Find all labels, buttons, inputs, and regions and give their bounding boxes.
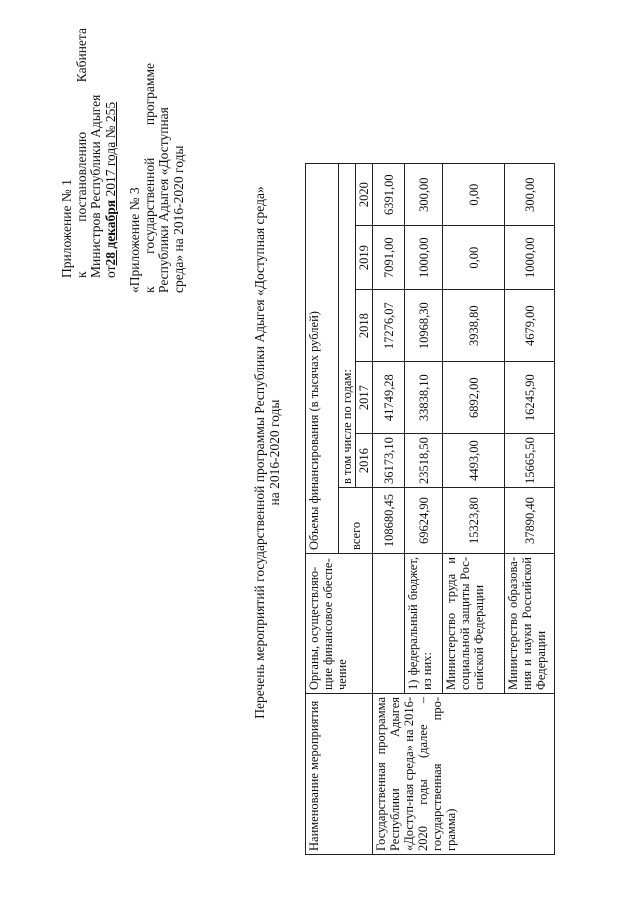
appendix-1-date-prefix: от <box>102 265 118 278</box>
header-by-years: в том числе по годам: <box>339 164 356 488</box>
appendix-3-line-4: среда» на 2016-2020 годы <box>170 145 186 293</box>
year-value-cell: 17276,07 <box>373 290 405 362</box>
appendix-1-line-2-mid: постановлению <box>73 131 89 222</box>
title-line-1: Перечень мероприятий государственной программы Республики Адыгея «Доступная среда» <box>252 186 267 719</box>
appendix-3-line-2-right: программе <box>141 63 157 126</box>
year-value-cell: 0,00 <box>443 226 505 290</box>
appendix-1-line-2-right: Кабинета <box>73 28 89 83</box>
appendix-1-line-3: Министров Республики Адыгея <box>88 94 103 278</box>
year-value-cell: 6892,00 <box>443 362 505 434</box>
appendix-1-number: 255 <box>102 101 118 126</box>
funding-table <box>305 163 555 855</box>
year-value-cell: 23518,50 <box>405 434 443 488</box>
appendix-3-header <box>128 63 186 293</box>
appendix-1-line-2-left: к <box>73 271 89 278</box>
year-value-cell: 15665,50 <box>505 434 555 488</box>
total-cell: 108680,45 <box>373 488 405 554</box>
header-total: всего <box>339 488 373 554</box>
year-value-cell: 0,00 <box>443 164 505 226</box>
appendix-1-header <box>60 28 118 278</box>
year-value-cell: 300,00 <box>505 164 555 226</box>
header-year: 2018 <box>356 290 373 362</box>
appendix-1-line-2 <box>75 28 90 278</box>
year-value-cell: 16245,90 <box>505 362 555 434</box>
year-value-cell: 6391,00 <box>373 164 405 226</box>
table-row <box>373 164 405 855</box>
appendix-3-line-1: «Приложение № 3 <box>127 187 142 293</box>
appendix-3-line-2-left: к <box>141 286 157 293</box>
year-value-cell: 4493,00 <box>443 434 505 488</box>
appendix-3-line-2 <box>143 63 158 293</box>
total-cell: 37890,40 <box>505 488 555 554</box>
organ-cell: Министерство образова-ния и науки Российской Федерации <box>505 554 555 694</box>
appendix-1-line-4 <box>104 28 119 278</box>
organ-cell: Министерство труда и социальной защиты Рос-сийской Федерации <box>443 554 505 694</box>
year-value-cell: 7091,00 <box>373 226 405 290</box>
year-value-cell: 10968,30 <box>405 290 443 362</box>
header-year: 2020 <box>356 164 373 226</box>
year-value-cell: 41749,28 <box>373 362 405 434</box>
header-organs: Органы, осуществляю-щие финансовое обеспе-чение <box>306 554 373 694</box>
header-year: 2016 <box>356 434 373 488</box>
header-volumes: Объемы финансирования (в тысячах рублей) <box>306 164 339 554</box>
year-value-cell: 3938,80 <box>443 290 505 362</box>
year-value-cell: 1000,00 <box>405 226 443 290</box>
organ-cell: 1) федеральный бюджет, из них: <box>405 554 443 694</box>
appendix-1-year: 2017 года № <box>102 125 118 200</box>
organ-cell <box>373 554 405 694</box>
header-row-1 <box>306 164 339 855</box>
year-value-cell: 33838,10 <box>405 362 443 434</box>
program-name-cell: Государственная программа Республики Адыгея «Доступ-ная среда» на 2016-2020 годы (далее – государственная про-грамма) <box>373 694 555 855</box>
header-year: 2017 <box>356 362 373 434</box>
year-value-cell: 300,00 <box>405 164 443 226</box>
year-value-cell: 36173,10 <box>373 434 405 488</box>
appendix-1-date: 28 декабря <box>102 199 118 266</box>
appendix-3-line-2-mid: государственной <box>141 157 157 254</box>
year-value-cell: 4679,00 <box>505 290 555 362</box>
total-cell: 69624,90 <box>405 488 443 554</box>
header-measure-name: Наименование мероприятия <box>306 694 373 855</box>
document-title <box>252 0 282 905</box>
total-cell: 15323,80 <box>443 488 505 554</box>
appendix-3-line-3: Республики Адыгея «Доступная <box>156 107 171 293</box>
year-value-cell: 1000,00 <box>505 226 555 290</box>
appendix-1-line-1: Приложение № 1 <box>59 179 74 278</box>
header-year: 2019 <box>356 226 373 290</box>
title-line-2: на 2016-2020 годы <box>267 399 282 506</box>
